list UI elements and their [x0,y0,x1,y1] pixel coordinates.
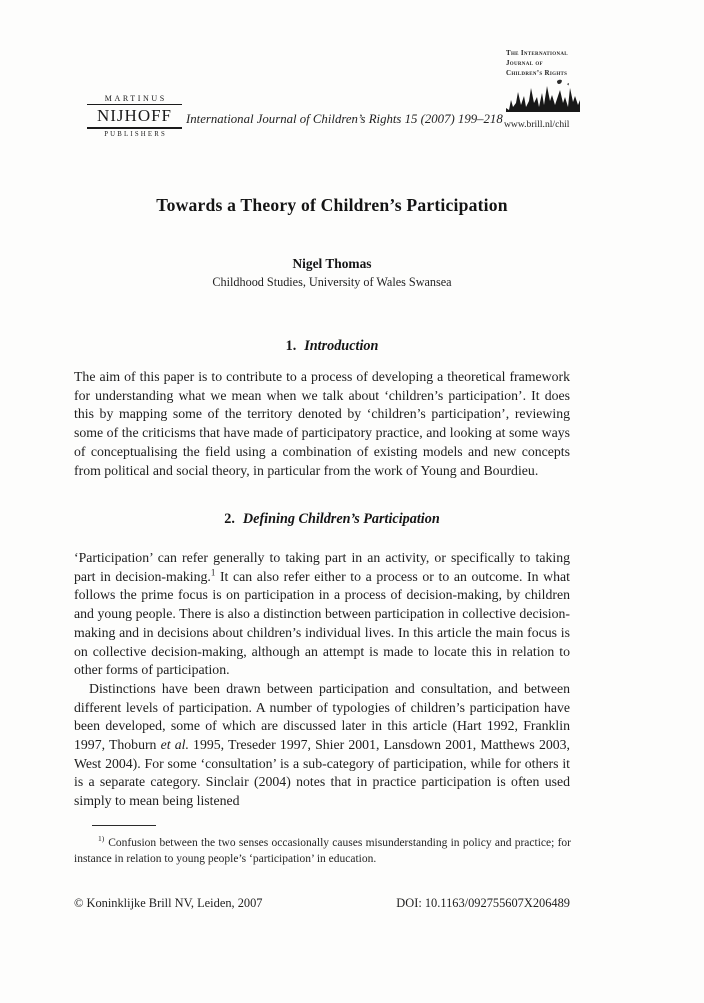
article-title: Towards a Theory of Children’s Participation [156,195,508,215]
paragraph-text: ‘Participation’ can refer generally to taking part in an activity, or specifically to taking part in decision-making. [74,550,570,584]
journal-citation: International Journal of Children’s Rights 15 (2007) 199–218 [186,112,503,126]
footnote-1 [74,835,571,867]
footnote-reference-1: 1 [210,567,216,578]
publisher-name-bottom: PUBLISHERS [104,131,167,138]
footnote-1-marker: 1) [98,834,105,844]
section-2-title: Defining Children’s Participation [242,511,440,527]
journal-mark-line-3: Children’s Rights [506,69,568,77]
paragraph-text: 1995, Treseder 1997, Shier 2001, Lansdown 2001, Matthews 2003, West 2004). For some ‘consultation’ is a sub-category of participation, while for others it is a separate category. Sinclair (2004) notes that in practice participation is often used simply to mean being listened [74,737,570,809]
brill-url: www.brill.nl/chil [504,119,570,130]
section-1-paragraph: The aim of this paper is to contribute to a process of developing a theoretical framework for understanding what we mean when we talk about ‘children’s participation’. It does this by mapping some of the territory denoted by ‘children’s participation’, reviewing some of the criticisms that have made of participatory practice, and looking at some ways of conceptualising the field using a combination of existing models and new concepts from political and social theory, in particular from the work of Young and Bourdieu. [74,369,570,478]
byline [74,256,590,290]
doi: DOI: 10.1163/092755607X206489 [396,896,570,910]
section-2-heading [74,511,590,528]
section-2-body [74,549,570,811]
section-1-number: 1. [285,338,297,354]
page-footer [74,896,570,911]
journal-name-mark [506,48,606,78]
section-2-paragraph-2 [74,680,570,811]
author-affiliation: Childhood Studies, University of Wales Swansea [212,275,452,289]
copyright-notice: © Koninklijke Brill NV, Leiden, 2007 [74,896,263,910]
section-1-heading [74,338,590,355]
publisher-name-top: MARTINUS [87,94,182,105]
brill-skyline-logo-icon [504,78,582,118]
section-1-title: Introduction [304,338,379,354]
author-name: Nigel Thomas [292,256,372,271]
paragraph-text: It can also refer either to a process or to an outcome. In what follows the prime focus is on participation in a process of decision-making, by children and young people. There is also a distinction between participation in collective decision-making and in decisions about children’s individual lives. In this article the main focus is on collective decision-making, although an attempt is made to locate this in relation to other forms of participation. [74,568,570,678]
et-al-italic: et al. [160,737,189,753]
section-1-body [74,368,570,480]
brill-logo-block [504,78,586,130]
footnote-1-text: Confusion between the two senses occasionally causes misunderstanding in policy and practice; for instance in relation to young people’s ‘participation’ in education. [74,837,571,866]
journal-mark-line-2: Journal of [506,59,543,67]
publisher-name-main: NIJHOFF [87,105,182,129]
section-2-number: 2. [224,511,235,527]
paragraph-text: Distinctions have been drawn between participation and consultation, and between different levels of participation. A number of typologies of children’s participation have been developed, some of which are discussed later in this article (Hart 1992, Franklin 1997, Thoburn [74,680,570,753]
journal-mark-line-1: The International [506,49,568,57]
section-2-paragraph-1 [74,549,570,680]
martinus-nijhoff-logo [87,94,182,138]
footnote-divider [92,825,156,826]
